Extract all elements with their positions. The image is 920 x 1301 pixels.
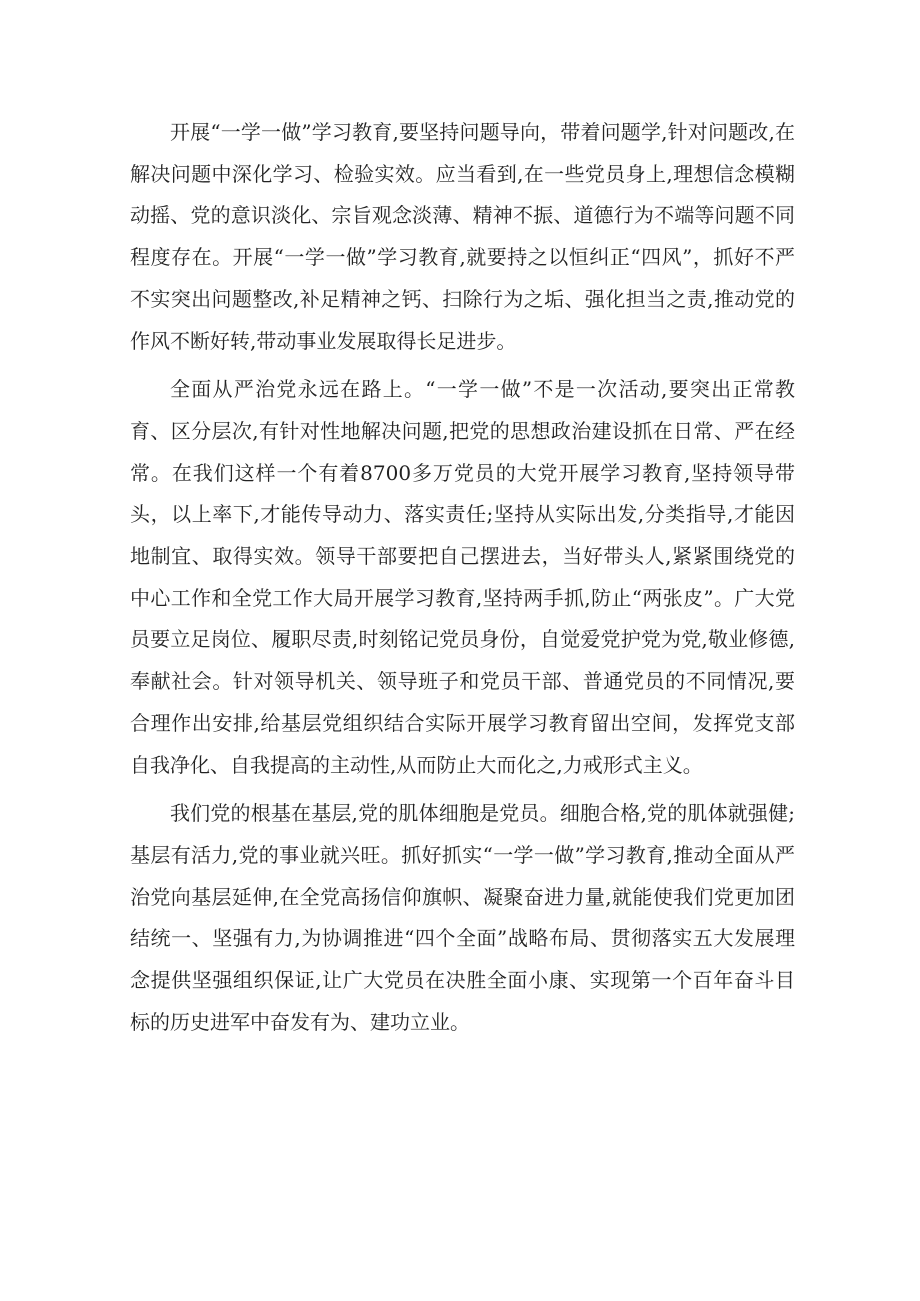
paragraph-3: 我们党的根基在基层,党的肌体细胞是党员。细胞合格,党的肌体就强健;基层有活力,党的事业就兴旺。抓好抓实“一学一做”学习教育,推动全面从严治党向基层延伸,在全党高扬信仰旗帜、凝聚奋进力量,就能使我们党更加团结统一、坚强有力,为协调推进“四个全面”战略布局、贯彻落实五大发展理念提供坚强组织保证,让广大党员在决胜全面小康、实现第一个百年奋斗目标的历史进军中奋发有为、建功立业。	[130, 801, 795, 1034]
paragraph-1: 开展“一学一做”学习教育,要坚持问题导向，带着问题学,针对问题改,在解决问题中深化学习、检验实效。应当看到,在一些党员身上,理想信念模糊动摇、党的意识淡化、宗旨观念淡薄、精神不振、道德行为不端等问题不同程度存在。开展“一学一做”学习教育,就要持之以恒纠正“四风”，抓好不严不实突出问题整改,补足精神之钙、扫除行为之垢、强化担当之责,推动党的作风不断好转,带动事业发展取得长足进步。	[130, 120, 795, 353]
document-body	[130, 112, 795, 1050]
paragraph-2: 全面从严治党永远在路上。“一学一做”不是一次活动,要突出正常教育、区分层次,有针对性地解决问题,把党的思想政治建设抓在日常、严在经常。在我们这样一个有着8700多万党员的大党开展学习教育,坚持领导带头，以上率下,才能传导动力、落实责任;坚持从实际出发,分类指导,才能因地制宜、取得实效。领导干部要把自己摆进去，当好带头人,紧紧围绕党的中心工作和全党工作大局开展学习教育,坚持两手抓,防止“两张皮”。广大党员要立足岗位、履职尽责,时刻铭记党员身份，自觉爱党护党为党,敬业修德,奉献社会。针对领导机关、领导班子和党员干部、普通党员的不同情况,要合理作出安排,给基层党组织结合实际开展学习教育留出空间，发挥党支部自我净化、自我提高的主动性,从而防止大而化之,力戒形式主义。	[130, 377, 795, 777]
